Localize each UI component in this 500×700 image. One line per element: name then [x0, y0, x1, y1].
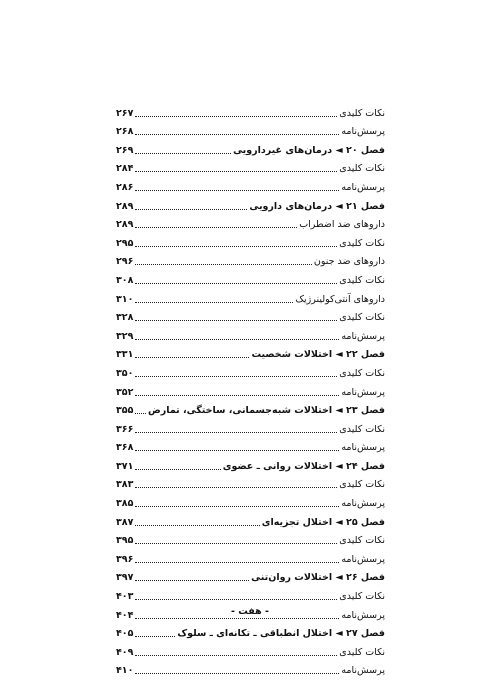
toc-page-number: ۳۹۷ [116, 572, 134, 584]
toc-chapter-row [116, 194, 385, 213]
toc-entry-title: فصل ۲۷ ◄ اختلال انطباقی ـ تکانه‌ای ـ سلوک [177, 628, 385, 640]
dot-leader [135, 171, 337, 172]
dot-leader [135, 339, 339, 340]
toc-entry-title: فصل ۲۰ ◄ درمان‌های غیردارویی [233, 144, 385, 156]
toc-chapter-row [116, 510, 385, 529]
page-number-footer: - هفت - [231, 606, 269, 617]
dot-leader [135, 134, 339, 135]
toc-entry-row [116, 231, 385, 250]
toc-entry-title: داروهای ضد جنون [313, 256, 385, 268]
toc-entry-row [116, 584, 385, 603]
toc-entry-row [116, 547, 385, 566]
toc-entry-title: نکات کلیدی [339, 312, 385, 324]
toc-page-number: ۲۸۹ [116, 219, 134, 231]
toc-page-number: ۲۶۹ [116, 144, 134, 156]
toc-page-number: ۳۸۵ [116, 498, 134, 510]
toc-entry-title: نکات کلیدی [339, 535, 385, 547]
dot-leader [135, 562, 339, 563]
dot-leader [135, 395, 339, 396]
toc-page-number: ۳۲۹ [116, 330, 134, 342]
toc-page-number: ۳۵۵ [116, 405, 134, 417]
toc-page-number: ۲۶۷ [116, 107, 134, 119]
toc-entry-title: پرسش‌نامه [341, 609, 385, 621]
dot-leader [135, 302, 293, 303]
toc-entry-row [116, 268, 385, 287]
table-of-contents [116, 101, 385, 677]
toc-entry-row [116, 436, 385, 455]
toc-entry-title: نکات کلیدی [339, 274, 385, 286]
toc-page-number: ۲۶۸ [116, 126, 134, 138]
dot-leader [135, 636, 175, 637]
dot-leader [135, 227, 297, 228]
dot-leader [135, 543, 337, 544]
toc-entry-title: نکات کلیدی [339, 646, 385, 658]
dot-leader [135, 413, 146, 414]
toc-entry-row [116, 120, 385, 139]
dot-leader [135, 673, 339, 674]
toc-entry-title: پرسش‌نامه [341, 386, 385, 398]
toc-page-number: ۳۱۰ [116, 293, 134, 305]
toc-entry-row [116, 417, 385, 436]
toc-entry-title: پرسش‌نامه [341, 181, 385, 193]
dot-leader [135, 357, 249, 358]
dot-leader [135, 450, 339, 451]
toc-entry-title: داروهای آنتی‌کولینرژیک [295, 293, 385, 305]
toc-page-number: ۴۰۵ [116, 628, 134, 640]
toc-entry-title: نکات کلیدی [339, 479, 385, 491]
toc-entry-row [116, 361, 385, 380]
toc-entry-row [116, 659, 385, 678]
toc-page-number: ۳۰۸ [116, 274, 134, 286]
toc-entry-title: فصل ۲۵ ◄ اختلال تجزیه‌ای [261, 516, 385, 528]
dot-leader [135, 599, 337, 600]
toc-entry-row [116, 491, 385, 510]
dot-leader [135, 283, 337, 284]
toc-entry-title: پرسش‌نامه [341, 330, 385, 342]
toc-page-number: ۳۹۵ [116, 535, 134, 547]
toc-entry-title: نکات کلیدی [339, 423, 385, 435]
toc-entry-title: پرسش‌نامه [341, 665, 385, 677]
toc-entry-title: نکات کلیدی [339, 237, 385, 249]
dot-leader [135, 655, 337, 656]
dot-leader [135, 246, 337, 247]
toc-entry-title: پرسش‌نامه [341, 498, 385, 510]
dot-leader [135, 432, 337, 433]
toc-page-number: ۳۷۱ [116, 460, 134, 472]
toc-entry-row [116, 640, 385, 659]
toc-entry-title: نکات کلیدی [339, 107, 385, 119]
toc-page-number: ۲۸۴ [116, 163, 134, 175]
toc-chapter-row [116, 622, 385, 641]
toc-page-number: ۳۸۳ [116, 479, 134, 491]
toc-chapter-row [116, 399, 385, 418]
toc-entry-row [116, 175, 385, 194]
toc-page-number: ۳۵۲ [116, 386, 134, 398]
toc-entry-row [116, 529, 385, 548]
toc-page-number: ۴۱۰ [116, 665, 134, 677]
toc-chapter-row [116, 138, 385, 157]
toc-page-number: ۴۰۳ [116, 591, 134, 603]
toc-entry-row [116, 324, 385, 343]
dot-leader [135, 618, 339, 619]
toc-entry-title: فصل ۲۲ ◄ اختلالات شخصیت [251, 349, 385, 361]
toc-page-number: ۴۰۴ [116, 609, 134, 621]
toc-entry-row [116, 157, 385, 176]
toc-entry-title: فصل ۲۴ ◄ اختلالات روانی ـ عضوی [222, 460, 385, 472]
toc-page-number: ۳۹۶ [116, 553, 134, 565]
toc-page-number: ۳۸۷ [116, 516, 134, 528]
toc-entry-row [116, 101, 385, 120]
dot-leader [135, 487, 337, 488]
toc-page-number: ۳۵۰ [116, 367, 134, 379]
toc-entry-row [116, 306, 385, 325]
dot-leader [135, 190, 339, 191]
toc-entry-row [116, 287, 385, 306]
toc-page-number: ۲۸۶ [116, 181, 134, 193]
toc-entry-title: نکات کلیدی [339, 591, 385, 603]
toc-page-number: ۲۹۶ [116, 256, 134, 268]
toc-entry-title: پرسش‌نامه [341, 126, 385, 138]
toc-page-number: ۲۸۹ [116, 200, 134, 212]
toc-page-number: ۳۳۱ [116, 349, 134, 361]
toc-page-number: ۳۲۸ [116, 312, 134, 324]
toc-chapter-row [116, 566, 385, 585]
toc-chapter-row [116, 454, 385, 473]
dot-leader [135, 506, 339, 507]
toc-page-number: ۲۹۵ [116, 237, 134, 249]
toc-page-number: ۳۶۸ [116, 442, 134, 454]
toc-entry-title: فصل ۲۶ ◄ اختلالات روان‌تنی [251, 572, 385, 584]
toc-entry-title: فصل ۲۱ ◄ درمان‌های دارویی [249, 200, 385, 212]
toc-entry-title: پرسش‌نامه [341, 442, 385, 454]
toc-entry-row [116, 473, 385, 492]
toc-entry-row [116, 250, 385, 269]
toc-page-number: ۳۶۶ [116, 423, 134, 435]
toc-entry-title: داروهای ضد اضطراب [299, 219, 385, 231]
toc-entry-title: نکات کلیدی [339, 163, 385, 175]
toc-chapter-row [116, 343, 385, 362]
dot-leader [135, 209, 247, 210]
toc-entry-row [116, 213, 385, 232]
toc-entry-title: پرسش‌نامه [341, 553, 385, 565]
dot-leader [135, 580, 249, 581]
dot-leader [135, 525, 259, 526]
dot-leader [135, 469, 220, 470]
dot-leader [135, 116, 337, 117]
toc-entry-title: فصل ۲۳ ◄ اختلالات شبه‌جسمانی، ساختگی، تمارض [148, 405, 385, 417]
dot-leader [135, 264, 311, 265]
toc-entry-row [116, 380, 385, 399]
dot-leader [135, 320, 337, 321]
toc-entry-title: نکات کلیدی [339, 367, 385, 379]
toc-page-number: ۴۰۹ [116, 646, 134, 658]
dot-leader [135, 376, 337, 377]
dot-leader [135, 153, 231, 154]
